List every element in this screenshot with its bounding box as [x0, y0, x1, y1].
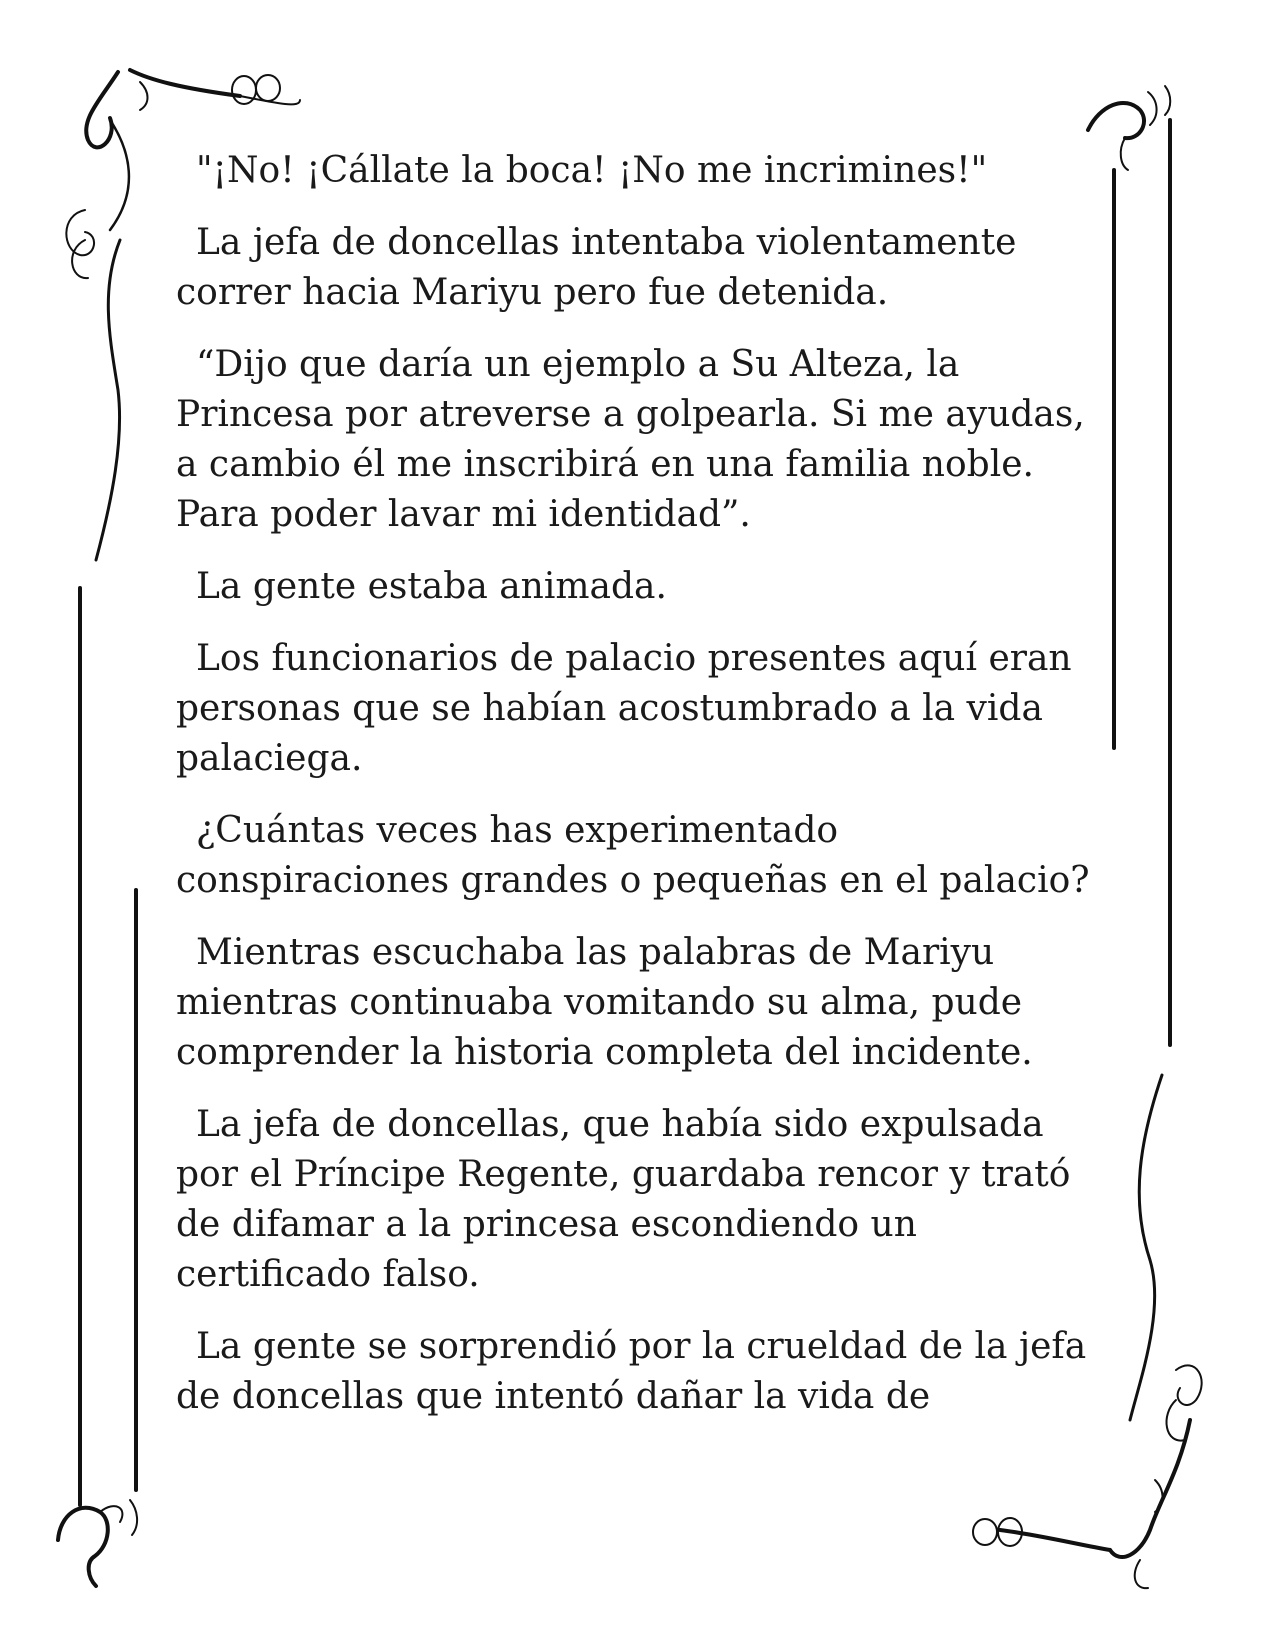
paragraph: “Dijo que daría un ejemplo a Su Alteza, la Princesa por atreverse a golpearla. Si me ayudas, a cambio él me inscribirá en una familia noble. Para poder lavar mi identidad”. [176, 344, 1085, 535]
paragraph: Mientras escuchaba las palabras de Mariyu mientras continuaba vomitando su alma, pude comprender la historia completa del incidente. [176, 932, 1033, 1073]
paragraph: La jefa de doncellas intentaba violentamente correr hacia Mariyu pero fue detenida. [176, 222, 1017, 313]
paragraph: ¿Cuántas veces has experimentado conspiraciones grandes o pequeñas en el palacio? [176, 810, 1090, 901]
paragraph: La gente estaba animada. [196, 566, 667, 607]
bottom-left-flourish-icon [58, 1500, 137, 1586]
paragraph: "¡No! ¡Cállate la boca! ¡No me incrimines!" [196, 150, 988, 191]
chapter-text [176, 146, 1096, 1444]
paragraph: La jefa de doncellas, que había sido expulsada por el Príncipe Regente, guardaba rencor y trató de difamar a la princesa escondiendo un certificado falso. [176, 1104, 1071, 1295]
paragraph: Los funcionarios de palacio presentes aquí eran personas que se habían acostumbrado a la vida palaciega. [176, 638, 1072, 779]
top-right-flourish-icon [1088, 86, 1170, 170]
paragraph: La gente se sorprendió por la crueldad de la jefa de doncellas que intentó dañar la vida de [176, 1326, 1087, 1417]
